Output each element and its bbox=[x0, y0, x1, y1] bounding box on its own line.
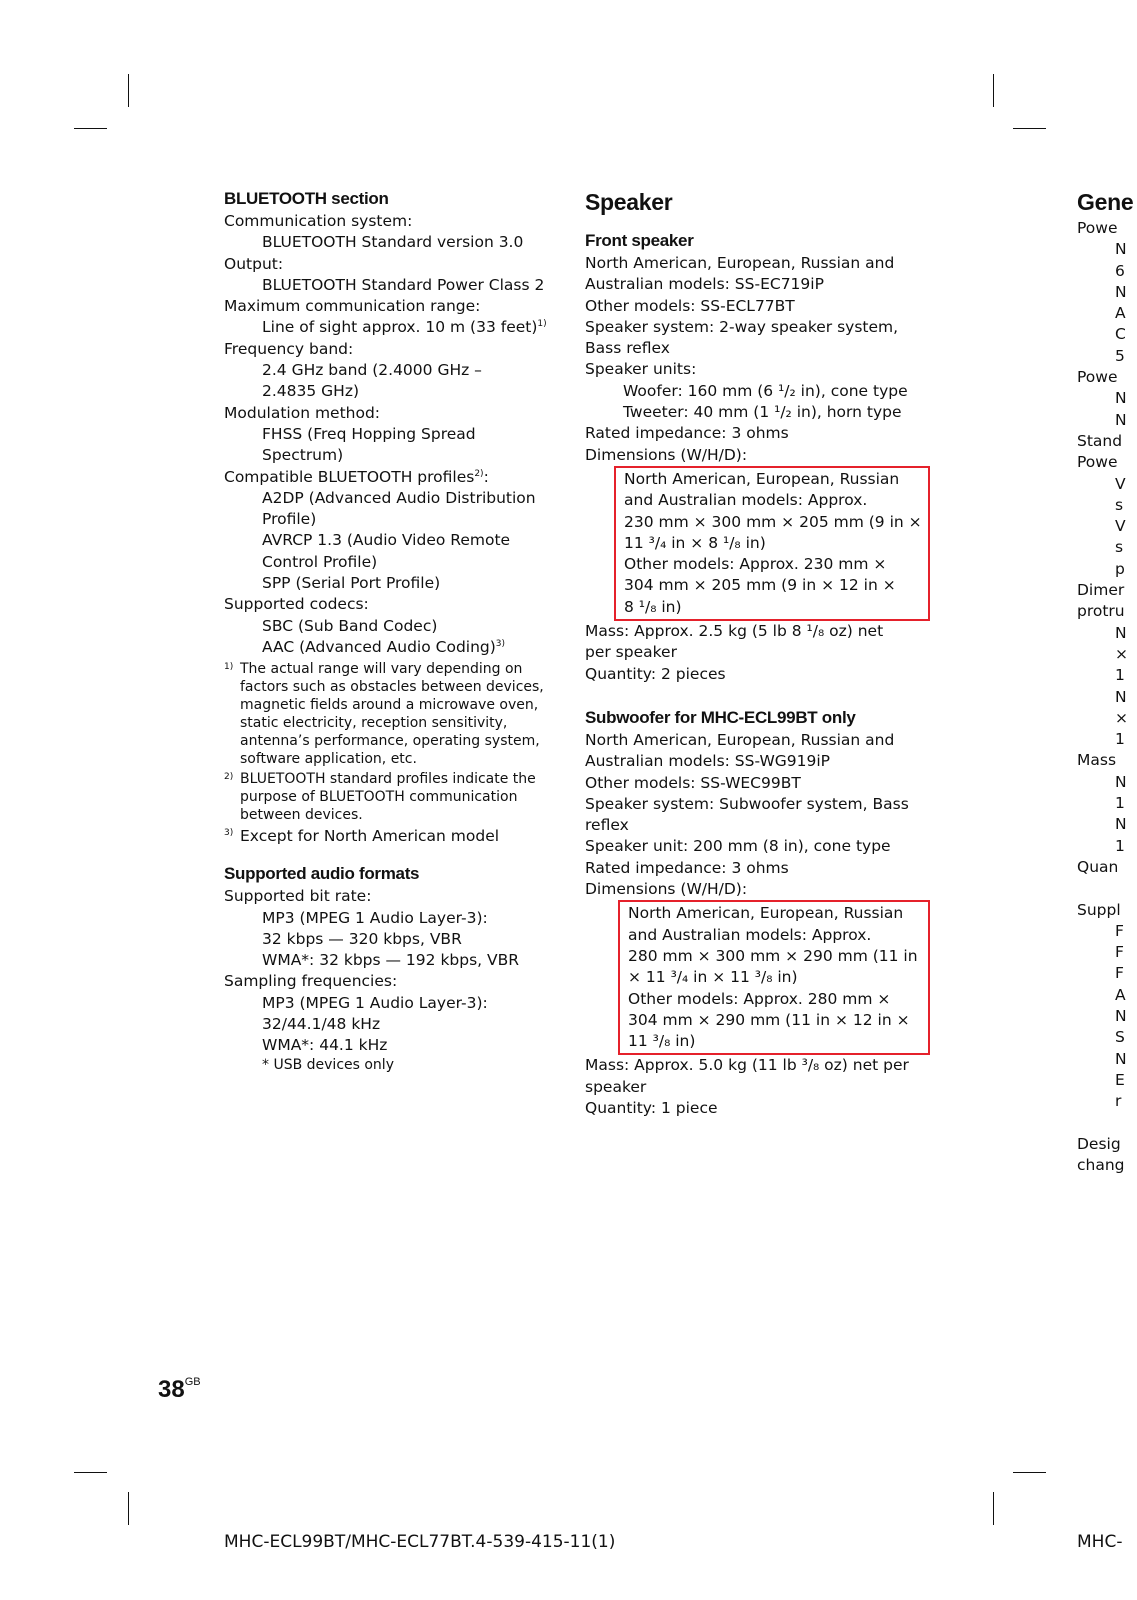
spec-value: 304 mm × 290 mm (11 in × 12 in × bbox=[628, 1010, 910, 1029]
spec-value: 280 mm × 300 mm × 290 mm (11 in bbox=[628, 946, 918, 965]
footnote bbox=[224, 826, 554, 847]
fragment-line: V bbox=[1115, 517, 1126, 536]
spec-value: SPP (Serial Port Profile) bbox=[262, 574, 441, 593]
highlight-box bbox=[614, 466, 930, 621]
spec-value: and Australian models: Approx. bbox=[628, 925, 872, 944]
fragment-line: s bbox=[1115, 495, 1124, 514]
spec-value: × 11 ³/₄ in × 11 ³/₈ in) bbox=[628, 968, 798, 987]
fragment-line: A bbox=[1115, 985, 1126, 1004]
spec-value: North American, European, Russian bbox=[628, 904, 904, 923]
footer-model-code-fragment: MHC- bbox=[1077, 1532, 1123, 1552]
spec-value: 2.4835 GHz) bbox=[262, 382, 360, 401]
spec-label: Supported codecs: bbox=[224, 595, 369, 614]
fragment-line: N bbox=[1115, 240, 1127, 259]
page-language-suffix: GB bbox=[184, 1376, 201, 1388]
fragment-line: N bbox=[1115, 282, 1127, 301]
spec-line: Other models: SS-WEC99BT bbox=[585, 773, 801, 792]
spec-line: Rated impedance: 3 ohms bbox=[585, 424, 789, 443]
general-column-fragment bbox=[1077, 188, 1137, 1176]
spec-line: per speaker bbox=[585, 643, 677, 662]
spec-label: Communication system: bbox=[224, 212, 413, 230]
spec-value: WMA*: 44.1 kHz bbox=[262, 1036, 388, 1055]
fragment-line: Dimer bbox=[1077, 581, 1125, 600]
spec-value: 32 kbps — 320 kbps, VBR bbox=[262, 929, 462, 948]
fragment-line: E bbox=[1115, 1070, 1125, 1089]
spec-value: SBC (Sub Band Codec) bbox=[262, 616, 438, 635]
spec-line: reflex bbox=[585, 816, 629, 835]
fragment-lines bbox=[1077, 218, 1137, 1176]
fragment-line: N bbox=[1115, 687, 1127, 706]
fragment-line: 1 bbox=[1115, 730, 1125, 749]
fragment-line: 1 bbox=[1115, 794, 1125, 813]
spec-line: Quantity: 1 piece bbox=[585, 1098, 718, 1117]
spec-value: 11 ³/₈ in) bbox=[628, 1032, 696, 1051]
spec-label: Modulation method: bbox=[224, 403, 381, 422]
fragment-line: V bbox=[1115, 474, 1126, 493]
spec-value: Spectrum) bbox=[262, 446, 344, 465]
fragment-line: 1 bbox=[1115, 836, 1125, 855]
fragment-line: F bbox=[1115, 943, 1124, 962]
page-number: $38^{GB}$ bbox=[158, 1376, 201, 1403]
spec-value: Tweeter: 40 mm (1 ¹/₂ in), horn type bbox=[623, 403, 902, 422]
fragment-line: × bbox=[1115, 644, 1128, 663]
spec-value: WMA*: 32 kbps — 192 kbps, VBR bbox=[262, 951, 520, 970]
fragment-line bbox=[1077, 878, 1137, 899]
spec-value: MP3 (MPEG 1 Audio Layer-3): bbox=[262, 908, 488, 927]
spec-line: Speaker system: Subwoofer system, Bass bbox=[585, 794, 909, 813]
spec-value: Profile) bbox=[262, 510, 317, 529]
fragment-line: N bbox=[1115, 623, 1127, 642]
spec-line: North American, European, Russian and bbox=[585, 254, 895, 272]
spec-value: Other models: Approx. 230 mm × bbox=[624, 555, 887, 574]
fragment-line: s bbox=[1115, 538, 1124, 557]
spec-label: Output: bbox=[224, 254, 284, 273]
fragment-line bbox=[1077, 1112, 1137, 1133]
crop-mark bbox=[1013, 1472, 1046, 1473]
spec-line: Rated impedance: 3 ohms bbox=[585, 858, 789, 877]
crop-mark bbox=[993, 1492, 994, 1525]
subsection-title: Front speaker bbox=[585, 231, 694, 250]
section-title: BLUETOOTH section bbox=[224, 189, 389, 208]
spec-label: Speaker units: bbox=[585, 360, 697, 379]
fragment-line: N bbox=[1115, 410, 1127, 429]
crop-mark bbox=[128, 1492, 129, 1525]
fragment-line: N bbox=[1115, 1006, 1127, 1025]
spec-line: Australian models: SS-EC719iP bbox=[585, 275, 824, 294]
spec-line: Speaker system: 2-way speaker system, bbox=[585, 317, 899, 336]
fragment-line: Desig bbox=[1077, 1134, 1121, 1153]
crop-mark bbox=[74, 1472, 107, 1473]
crop-mark bbox=[993, 74, 994, 107]
fragment-line: Stand bbox=[1077, 431, 1123, 450]
spec-line: speaker bbox=[585, 1077, 647, 1096]
fragment-line: 6 bbox=[1115, 261, 1125, 280]
fragment-line: p bbox=[1115, 559, 1125, 578]
footnote-text: Except for North American model bbox=[240, 827, 500, 846]
spec-value: Other models: Approx. 280 mm × bbox=[628, 989, 891, 1008]
spec-line: Australian models: SS-WG919iP bbox=[585, 752, 831, 771]
speaker-column bbox=[585, 188, 930, 1119]
spec-line: Mass: Approx. 2.5 kg (5 lb 8 ¹/₈ oz) net bbox=[585, 622, 884, 641]
spec-value: Control Profile) bbox=[262, 552, 378, 571]
fragment-line: N bbox=[1115, 815, 1127, 834]
spec-value: FHSS (Freq Hopping Spread bbox=[262, 424, 476, 443]
footnote bbox=[224, 770, 554, 824]
section-title: Supported audio formats bbox=[224, 864, 420, 884]
footnote-text: BLUETOOTH standard profiles indicate the purpose of BLUETOOTH communication between devices. bbox=[240, 771, 536, 824]
section-title: Speaker bbox=[585, 189, 673, 215]
footnote-mark: 1) bbox=[224, 662, 234, 673]
footnote-mark: 3) bbox=[224, 828, 234, 839]
spec-label: Dimensions (W/H/D): bbox=[585, 445, 748, 464]
spec-value: and Australian models: Approx. bbox=[624, 491, 868, 510]
spec-value: 32/44.1/48 kHz bbox=[262, 1015, 381, 1034]
spec-value: Line of sight approx. 10 m (33 feet)$^{1)}$ bbox=[262, 318, 547, 337]
spec-value: North American, European, Russian bbox=[624, 469, 900, 488]
footnote bbox=[224, 660, 554, 768]
fragment-line: Mass bbox=[1077, 751, 1117, 770]
fragment-line: chang bbox=[1077, 1156, 1125, 1175]
spec-value: BLUETOOTH Standard version 3.0 bbox=[262, 233, 524, 252]
spec-label: Supported bit rate: bbox=[224, 887, 372, 906]
spec-value: AVRCP 1.3 (Audio Video Remote bbox=[262, 531, 511, 550]
spec-value: Woofer: 160 mm (6 ¹/₂ in), cone type bbox=[623, 381, 908, 400]
spec-line: Quantity: 2 pieces bbox=[585, 664, 726, 683]
subsection-title: Subwoofer for MHC-ECL99BT only bbox=[585, 707, 856, 727]
spec-value: AAC (Advanced Audio Coding)$^{3)}$ bbox=[262, 637, 506, 656]
spec-line: North American, European, Russian and bbox=[585, 730, 895, 749]
spec-line: Bass reflex bbox=[585, 339, 670, 358]
crop-mark bbox=[128, 74, 129, 107]
footnote-ref: 2) bbox=[474, 468, 484, 479]
fragment-line: N bbox=[1115, 772, 1127, 791]
fragment-line: A bbox=[1115, 304, 1126, 323]
spec-value: 2.4 GHz band (2.4000 GHz – bbox=[262, 361, 482, 380]
spec-value: BLUETOOTH Standard Power Class 2 bbox=[262, 275, 545, 294]
fragment-line: N bbox=[1115, 389, 1127, 408]
spec-value: 304 mm × 205 mm (9 in × 12 in × bbox=[624, 576, 896, 595]
footnote-mark: 2) bbox=[224, 772, 234, 783]
spec-line: Speaker unit: 200 mm (8 in), cone type bbox=[585, 837, 891, 856]
fragment-line: Quan bbox=[1077, 857, 1119, 876]
spec-label: Dimensions (W/H/D): bbox=[585, 880, 748, 899]
usb-note: * USB devices only bbox=[262, 1056, 394, 1073]
spec-line: Other models: SS-ECL77BT bbox=[585, 296, 795, 315]
fragment-line: × bbox=[1115, 708, 1128, 727]
spec-label: Maximum communication range: bbox=[224, 297, 481, 316]
fragment-line: 5 bbox=[1115, 346, 1125, 365]
fragment-line: Powe bbox=[1077, 453, 1118, 472]
footnote-ref: 3) bbox=[495, 638, 506, 649]
fragment-line: S bbox=[1115, 1028, 1125, 1047]
footnote-ref: 1) bbox=[537, 319, 547, 330]
fragment-line: F bbox=[1115, 921, 1124, 940]
fragment-line: Powe bbox=[1077, 219, 1118, 237]
spec-value: 8 ¹/₈ in) bbox=[624, 597, 682, 616]
fragment-line: N bbox=[1115, 1049, 1127, 1068]
fragment-line: protru bbox=[1077, 602, 1125, 621]
footnote-text: The actual range will vary depending on factors such as obstacles between devices, magnetic fields around a microwave oven, static electricity, reception sensitivity, antenna’s performance, operating system, software application, etc. bbox=[240, 661, 544, 768]
highlight-box bbox=[618, 900, 930, 1055]
spec-value: 11 ³/₄ in × 8 ¹/₈ in) bbox=[624, 533, 766, 552]
crop-mark bbox=[74, 128, 107, 129]
bluetooth-column bbox=[224, 188, 554, 1073]
spec-value: A2DP (Advanced Audio Distribution bbox=[262, 488, 536, 507]
fragment-line: C bbox=[1115, 325, 1126, 344]
spec-value: 230 mm × 300 mm × 205 mm (9 in × bbox=[624, 512, 922, 531]
footer-model-code: MHC-ECL99BT/MHC-ECL77BT.4-539-415-11(1) bbox=[224, 1532, 616, 1552]
section-title: Gene bbox=[1077, 189, 1134, 215]
fragment-line: F bbox=[1115, 964, 1124, 983]
spec-label: Frequency band: bbox=[224, 339, 354, 358]
fragment-line: Powe bbox=[1077, 368, 1118, 387]
fragment-line: 1 bbox=[1115, 666, 1125, 685]
fragment-line: r bbox=[1115, 1092, 1122, 1111]
crop-mark bbox=[1013, 128, 1046, 129]
spec-value: MP3 (MPEG 1 Audio Layer-3): bbox=[262, 993, 488, 1012]
spec-line: Mass: Approx. 5.0 kg (11 lb ³/₈ oz) net per bbox=[585, 1056, 909, 1075]
fragment-line: Suppl bbox=[1077, 900, 1121, 919]
spec-label: Sampling frequencies: bbox=[224, 972, 398, 991]
spec-label: Compatible BLUETOOTH profiles$^{2)}$: bbox=[224, 467, 489, 486]
